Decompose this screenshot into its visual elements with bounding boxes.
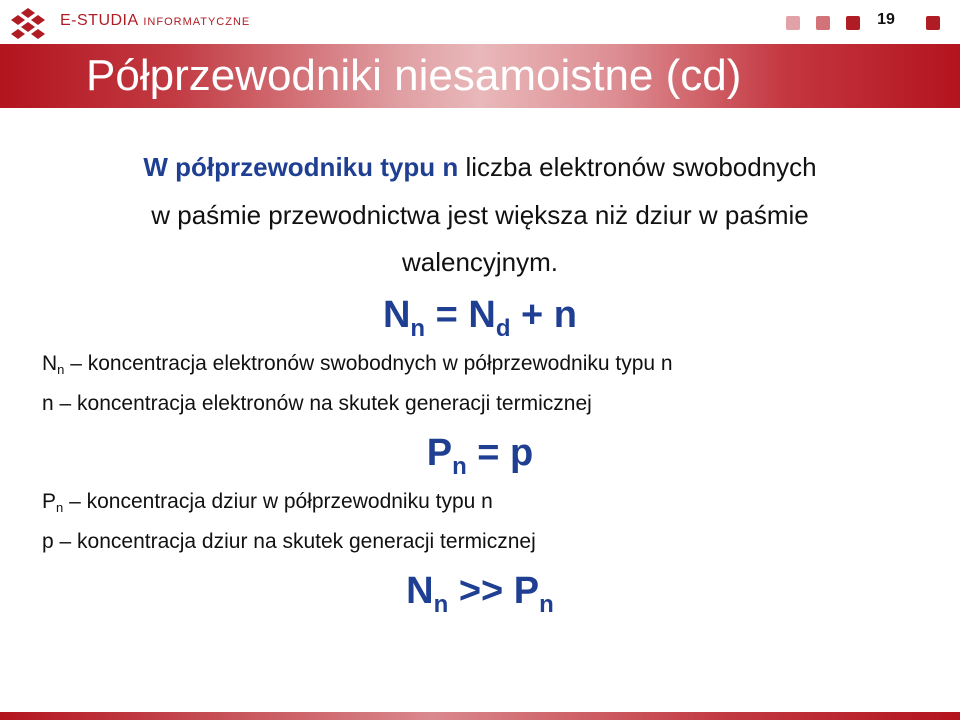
intro-line-3: walencyjnym. <box>401 247 559 277</box>
intro-line-1 <box>40 152 920 183</box>
intro-line-1-rest: liczba elektronów swobodnych <box>458 152 817 182</box>
nav-square-2 <box>816 16 830 30</box>
formula-pn <box>0 432 960 480</box>
definition-nn-text: – koncentracja elektronów swobodnych w półprzewodniku typu n <box>64 352 673 375</box>
nav-square-3 <box>846 16 860 30</box>
formula-nn-rhs: + n <box>510 294 578 336</box>
formula-nn <box>0 294 960 342</box>
formula-nn-mid-sub: d <box>495 315 511 342</box>
footer-band <box>0 712 960 720</box>
brand-sub: INFORMATYCZNE <box>143 16 251 28</box>
definition-pn-sym: P <box>42 490 57 513</box>
formula-nn-gg-pn <box>0 570 960 618</box>
brand-name <box>60 12 250 30</box>
definition-nn-sub: n <box>57 362 65 377</box>
slide-title: Półprzewodniki niesamoistne (cd) <box>86 51 742 100</box>
intro-line-2: w paśmie przewodnictwa jest większa niż dziur w paśmie <box>151 200 809 230</box>
definition-pn-text: – koncentracja dziur w półprzewodniku typu n <box>63 490 493 513</box>
definition-pn <box>42 490 493 514</box>
brand-main: E-STUDIA <box>60 12 139 29</box>
formula-3-lhs-sub: n <box>433 591 449 618</box>
formula-pn-lhs-sub: n <box>452 453 467 480</box>
logo-icon <box>8 6 48 40</box>
definition-nn-sym: N <box>42 352 58 375</box>
formula-nn-lhs-sub: n <box>410 315 426 342</box>
nav-square-4 <box>926 16 940 30</box>
formula-pn-lhs: P <box>426 432 453 474</box>
definition-n: n – koncentracja elektronów na skutek generacji termicznej <box>42 392 592 415</box>
page-number: 19 <box>877 11 895 28</box>
definition-pn-sub: n <box>56 500 64 515</box>
formula-nn-mid: = N <box>425 294 496 336</box>
formula-3-mid: >> P <box>448 570 540 612</box>
nav-square-1 <box>786 16 800 30</box>
formula-pn-rhs: = p <box>466 432 534 474</box>
definition-nn <box>42 352 673 376</box>
intro-highlight: W półprzewodniku typu n <box>143 152 459 182</box>
formula-3-mid-sub: n <box>539 591 554 618</box>
formula-3-lhs: N <box>406 570 434 612</box>
definition-p: p – koncentracja dziur na skutek generacji termicznej <box>42 530 536 553</box>
formula-nn-lhs: N <box>382 294 411 336</box>
